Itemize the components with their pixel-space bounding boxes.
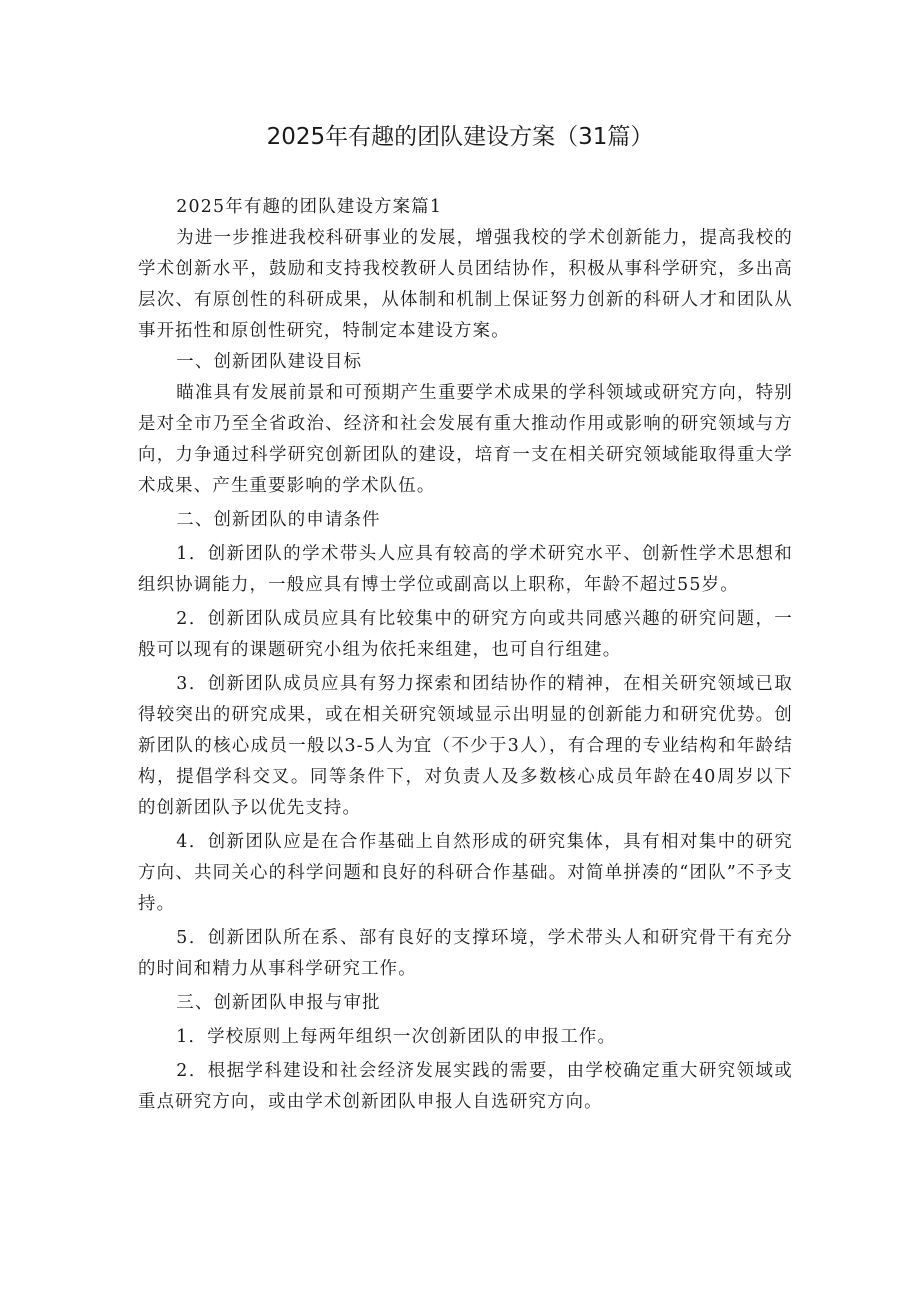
goals-paragraph: 瞄准具有发展前景和可预期产生重要学术成果的学科领域或研究方向，特别是对全市乃至全省政治、经济和社会发展有重大推动作用或影响的研究领域与方向，力争通过科学研究创新团队的建设，培育一支在相关研究领域能取得重大学术成果、产生重要影响的学术队伍。 bbox=[138, 383, 793, 496]
condition-item: 2．创新团队成员应具有比较集中的研究方向或共同感兴趣的研究问题，一般可以现有的课题研究小组为依托来组建，也可自行组建。 bbox=[138, 609, 793, 660]
application-item: 1．学校原则上每两年组织一次创新团队的申报工作。 bbox=[176, 1027, 617, 1047]
document-body bbox=[138, 192, 793, 1118]
heading-goals: 一、创新团队建设目标 bbox=[176, 352, 363, 372]
heading-application: 三、创新团队申报与审批 bbox=[176, 993, 381, 1013]
section-title: 2025年有趣的团队建设方案篇1 bbox=[176, 197, 443, 217]
application-item: 2．根据学科建设和社会经济发展实践的需要，由学校确定重大研究领域或重点研究方向，或由学术创新团队申报人自选研究方向。 bbox=[138, 1061, 793, 1112]
intro-paragraph: 为进一步推进我校科研事业的发展，增强我校的学术创新能力，提高我校的学术创新水平，鼓励和支持我校教研人员团结协作，积极从事科学研究，多出高层次、有原创性的科研成果，从体制和机制上保证努力创新的科研人才和团队从事开拓性和原创性研究，特制定本建设方案。 bbox=[138, 228, 793, 341]
condition-item: 4．创新团队应是在合作基础上自然形成的研究集体，具有相对集中的研究方向、共同关心的科学问题和良好的科研合作基础。对简单拼凑的“团队”不予支持。 bbox=[138, 832, 793, 914]
heading-conditions: 二、创新团队的申请条件 bbox=[176, 510, 381, 530]
condition-item: 5．创新团队所在系、部有良好的支撑环境，学术带头人和研究骨干有充分的时间和精力从事科学研究工作。 bbox=[138, 928, 793, 979]
condition-item: 1．创新团队的学术带头人应具有较高的学术研究水平、创新性学术思想和组织协调能力，一般应具有博士学位或副高以上职称，年龄不超过55岁。 bbox=[138, 544, 793, 595]
condition-item: 3．创新团队成员应具有努力探索和团结协作的精神，在相关研究领域已取得较突出的研究成果，或在相关研究领域显示出明显的创新能力和研究优势。创新团队的核心成员一般以3-5人为宜（不少于3人），有合理的专业结构和年龄结构，提倡学科交叉。同等条件下，对负责人及多数核心成员年龄在40周岁以下的创新团队予以优先支持。 bbox=[138, 674, 793, 818]
document-title: 2025年有趣的团队建设方案（31篇） bbox=[266, 124, 654, 150]
